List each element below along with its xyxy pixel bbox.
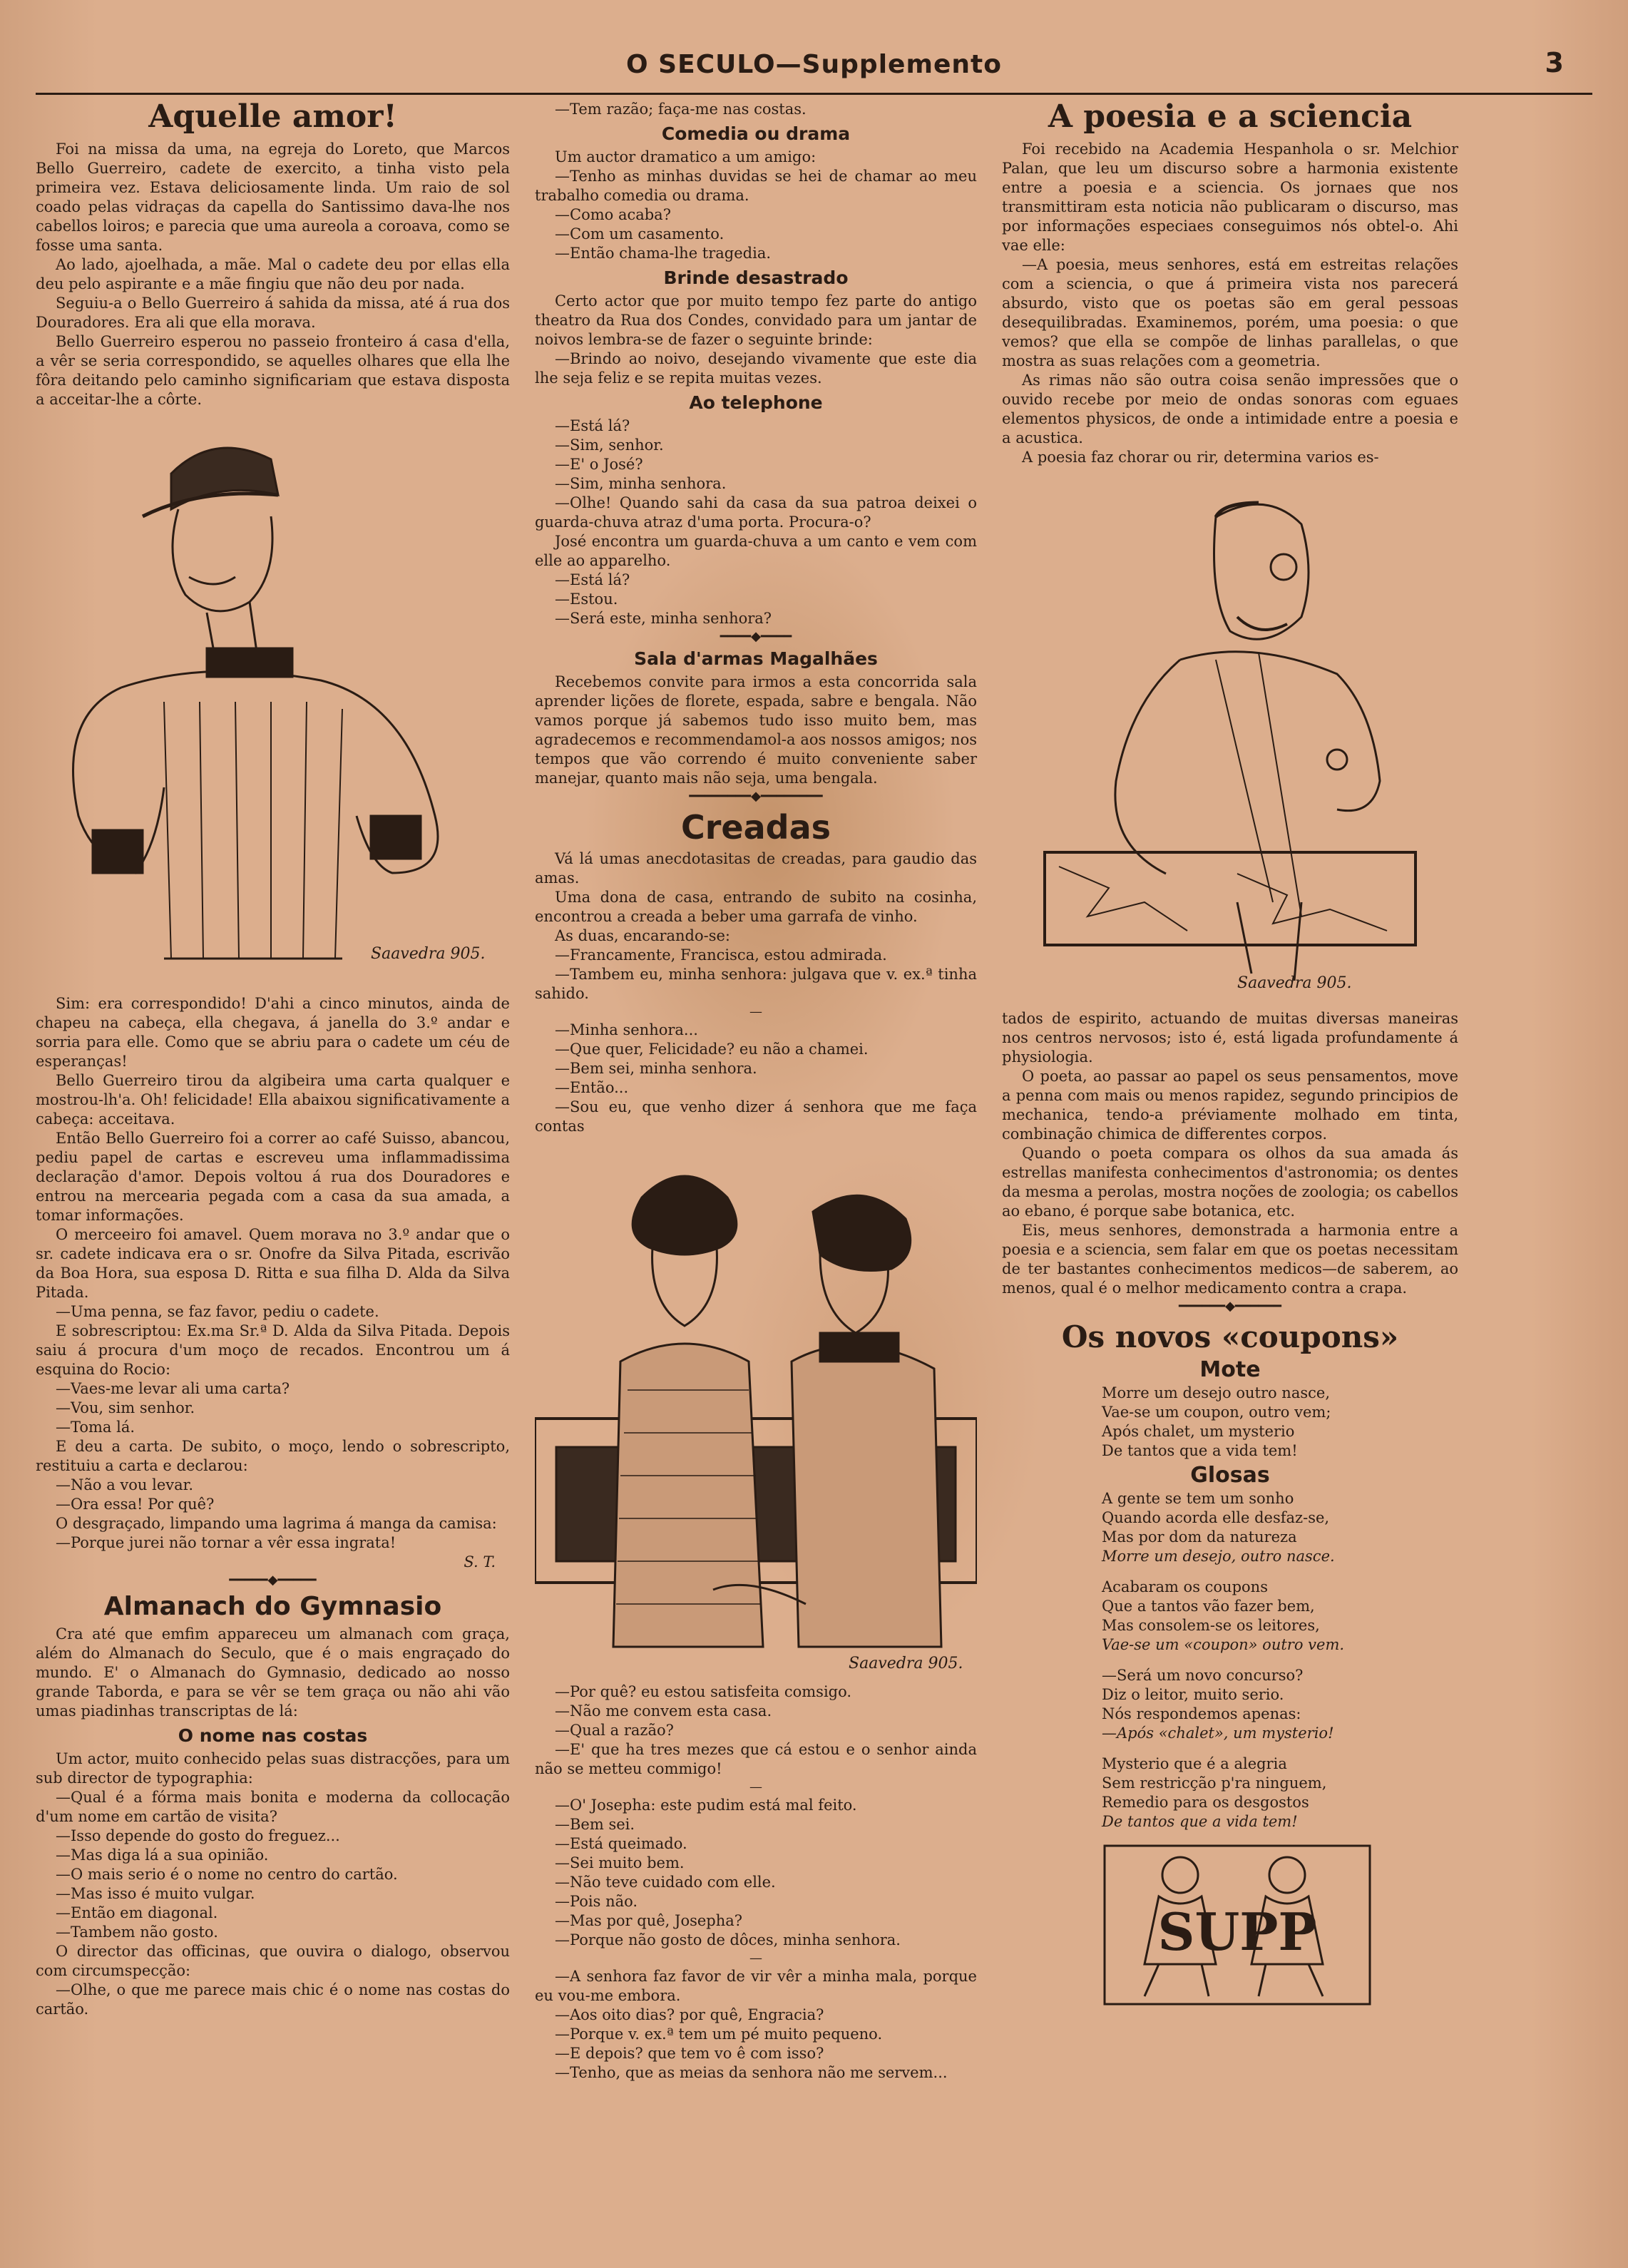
dialogue-line: —O mais serio é o nome no centro do cartão. bbox=[56, 1866, 398, 1883]
poem-mote bbox=[1002, 1384, 1458, 1461]
paragraph: Bello Guerreiro tirou da algibeira uma carta qualquer e mostrou-lh'a. Oh! felicidade! Ella abaixou significativamente a cabeça: acceitava. bbox=[36, 1072, 510, 1128]
dialogue-line: —A senhora faz favor de vir vêr a minha mala, porque eu vou-me embora. bbox=[535, 1968, 977, 2004]
dialogue-line: —Sim, minha senhora. bbox=[555, 475, 727, 492]
ornament-divider: ━━━━━━◆━━━━━━ bbox=[1179, 1299, 1281, 1314]
supp-stamp-text: SUPP bbox=[1157, 1901, 1317, 1962]
dialogue-line: —Pois não. bbox=[555, 1893, 638, 1910]
dialogue-line: —Então chama-lhe tragedia. bbox=[555, 245, 772, 262]
subheading-glosas: Glosas bbox=[1190, 1463, 1270, 1488]
dialogue-line: —Toma lá. bbox=[56, 1419, 135, 1436]
dialogue-line: —Bem sei. bbox=[555, 1816, 635, 1833]
poem-line: Acabaram os coupons bbox=[1102, 1578, 1268, 1595]
dialogue-line: —Será este, minha senhora? bbox=[555, 610, 772, 627]
paragraph: Foi recebido na Academia Hespanhola o sr. Melchior Palan, que leu um discurso sobre a harmonia existente entre a poesia e a sciencia. Os jornaes que nos transmittiram esta noticia não publicaram o discurso, mas por informações especiaes conseguimos nós obtel-o. Ahi vae elle: bbox=[1002, 141, 1458, 254]
short-divider: — bbox=[749, 1004, 762, 1019]
poem-line: Vae-se um «coupon» outro vem. bbox=[1102, 1636, 1345, 1653]
dialogue-line: —Olhe, o que me parece mais chic é o nome nas costas do cartão. bbox=[36, 1981, 510, 2018]
poem-line: Após chalet, um mysterio bbox=[1102, 1423, 1295, 1440]
dialogue-line: —Porque v. ex.ª tem um pé muito pequeno. bbox=[555, 2026, 883, 2043]
short-divider: — bbox=[749, 1779, 762, 1794]
artist-signature: Saavedra 905. bbox=[849, 1655, 963, 1672]
dialogue-line: —Vou, sim senhor. bbox=[56, 1399, 195, 1416]
paragraph: Bello Guerreiro esperou no passeio fronteiro á casa d'ella, a vêr se seria correspondido, se aquelles olhares que ella lhe fôra deitando pelo caminho significariam que estava disposta a acceitar-lhe a côrte. bbox=[36, 333, 510, 408]
paragraph: Foi na missa da uma, na egreja do Loreto, que Marcos Bello Guerreiro, cadete de exercito, a tinha visto pela primeira vez. Estava deliciosamente linda. Um raio de sol coado pelas vidraças da capella do Santissimo dava-lhe nos cabellos loiros; e parecia que uma aureola a coroava, como se fosse uma santa. bbox=[36, 141, 510, 254]
subheading-ao-telephone: Ao telephone bbox=[689, 392, 823, 413]
poem-line: De tantos que a vida tem! bbox=[1102, 1442, 1298, 1459]
poem-stanza bbox=[1102, 1578, 1458, 1655]
dialogue-line: —Qual a razão? bbox=[555, 1722, 674, 1739]
poem-line: Quando acorda elle desfaz-se, bbox=[1102, 1509, 1330, 1526]
artist-signature: Saavedra 905. bbox=[1237, 974, 1352, 992]
article-heading-novos-coupons: Os novos «coupons» bbox=[1061, 1319, 1399, 1354]
poem-line: Morre um desejo outro nasce, bbox=[1102, 1384, 1330, 1401]
column-3 bbox=[1002, 100, 1458, 2007]
paragraph: tados de espirito, actuando de muitas diversas maneiras nos centros nervosos; isto é, está ligada profundamente á physiologia. bbox=[1002, 1010, 1458, 1066]
dialogue-line: —Está lá? bbox=[555, 417, 630, 434]
poem-line: Que a tantos vão fazer bem, bbox=[1102, 1598, 1315, 1615]
paragraph: Certo actor que por muito tempo fez parte do antigo theatro da Rua dos Condes, convidado para um jantar de noivos lembra-se de fazer o seguinte brinde: bbox=[535, 292, 977, 348]
paragraph: O poeta, ao passar ao papel os seus pensamentos, move a penna com mais ou menos rapidez, segundo principios de mechanica, tendo-a préviamente molhado em tinta, combinação chimica de differentes corpos. bbox=[1002, 1068, 1458, 1143]
dialogue-line: —Tambem eu, minha senhora: julgava que v. ex.ª tinha sahido. bbox=[535, 966, 977, 1002]
paragraph: E sobrescriptou: Ex.ma Sr.ª D. Alda da Silva Pitada. Depois saiu á procura d'um moço de recados. Encontrou um á esquina do Rocio: bbox=[36, 1322, 510, 1378]
article-heading-creadas: Creadas bbox=[680, 808, 831, 847]
dialogue-line: —Bem sei, minha senhora. bbox=[555, 1060, 757, 1077]
maids-drawing bbox=[535, 1148, 977, 1675]
dialogue-line: —Francamente, Francisca, estou admirada. bbox=[555, 946, 887, 964]
paragraph: O merceeiro foi amavel. Quem morava no 3.º andar que o sr. cadete indicava era o sr. Onofre da Silva Pitada, escrivão da Boa Hora, sua esposa D. Ritta e sua filha D. Alda da Silva Pitada. bbox=[36, 1226, 510, 1301]
subheading-nome-nas-costas: O nome nas costas bbox=[178, 1725, 368, 1746]
poem-stanza bbox=[1102, 1666, 1458, 1743]
poem-line: Sem restricção p'ra ninguem, bbox=[1102, 1774, 1327, 1792]
academic-drawing bbox=[1002, 474, 1458, 1002]
dialogue-line: —Não teve cuidado com elle. bbox=[555, 1874, 776, 1891]
dialogue-line: —Sim, senhor. bbox=[555, 436, 664, 454]
paragraph: Ao lado, ajoelhada, a mãe. Mal o cadete deu por ellas ella deu pelo aspirante e a mãe fingiu que não deu por nada. bbox=[36, 256, 510, 292]
paragraph: —A poesia, meus senhores, está em estreitas relações com a sciencia, o que á primeira vista nos parecerá absurdo, visto que os poetas são em geral pessoas desequilibradas. Examinemos, porém, uma poesia: o que vemos? que ella se compõe de linhas parallelas, o que mostra as suas relações com a geometria. bbox=[1002, 256, 1458, 369]
dialogue-line: —Mas por quê, Josepha? bbox=[555, 1912, 743, 1929]
dialogue-line: —Como acaba? bbox=[555, 206, 671, 223]
paragraph: Sim: era correspondido! D'ahi a cinco minutos, ainda de chapeu na cabeça, ella chegava, á janella do 3.º andar e sorria para elle. Como que se abriu para o cadete um céu de esperanças! bbox=[36, 995, 510, 1070]
dialogue-line: —Não me convem esta casa. bbox=[555, 1702, 772, 1720]
dialogue-line: —Sei muito bem. bbox=[555, 1854, 685, 1871]
dialogue-line: —Isso depende do gosto do freguez... bbox=[56, 1827, 340, 1844]
dialogue-line: —Tenho as minhas duvidas se hei de chamar ao meu trabalho comedia ou drama. bbox=[535, 168, 977, 204]
ornament-divider: ━━━━◆━━━━ bbox=[720, 629, 792, 644]
poem-line: Vae-se um coupon, outro vem; bbox=[1102, 1404, 1331, 1421]
poem-stanza bbox=[1102, 1489, 1458, 1566]
dialogue-line: —Aos oito dias? por quê, Engracia? bbox=[555, 2006, 824, 2023]
dialogue-line: —Uma penna, se faz favor, pediu o cadete. bbox=[56, 1303, 379, 1320]
paragraph: Eis, meus senhores, demonstrada a harmonia entre a poesia e a sciencia, sem falar em que os poetas necessitam de ter bastantes conhecimentos medicos—de saberem, ao menos, qual é o melhor medicamento contra a crapa. bbox=[1002, 1222, 1458, 1297]
dialogue-line: —Então em diagonal. bbox=[56, 1904, 218, 1921]
poem-line: Remedio para os desgostos bbox=[1102, 1794, 1309, 1811]
paragraph: Recebemos convite para irmos a esta concorrida sala aprender lições de florete, espada, sabre e bengala. Não vamos porque já sabemos tudo isso muito bem, mas agradecemos e recommendamol-a aos nossos amigos; nos tempos que vão correndo é muito conveniente saber manejar, quanto mais não seja, uma bengala. bbox=[535, 673, 977, 787]
poem-line: Nós respondemos apenas: bbox=[1102, 1705, 1301, 1722]
paragraph: Seguiu-a o Bello Guerreiro á sahida da missa, até á rua dos Douradores. Era ali que ella morava. bbox=[36, 295, 510, 331]
poem-glosas bbox=[1002, 1489, 1458, 1832]
cadet-drawing bbox=[36, 417, 510, 980]
dialogue-line: —Estou. bbox=[555, 591, 618, 608]
poem-stanza bbox=[1102, 1754, 1458, 1832]
paragraph: Cra até que emfim appareceu um almanach com graça, além do Almanach do Seculo, que é o mais engraçado do mundo. E' o Almanach do Gymnasio, dedicado ao nosso grande Taborda, e para se vêr se tem graça ou não ahi vão umas piadinhas transcriptas de lá: bbox=[36, 1625, 510, 1720]
poem-line: Mas por dom da natureza bbox=[1102, 1528, 1297, 1546]
paragraph: José encontra um guarda-chuva a um canto e vem com elle ao apparelho. bbox=[535, 533, 977, 569]
masthead bbox=[36, 43, 1592, 95]
paragraph: Então Bello Guerreiro foi a correr ao café Suisso, abancou, pediu papel de cartas e escreveu uma inflammadissima declaração d'amor. Depois voltou á rua dos Douradores e entrou na mercearia pegada com a casa da sua amada, a tomar informações. bbox=[36, 1130, 510, 1224]
paragraph: O desgraçado, limpando uma lagrima á manga da camisa: bbox=[56, 1515, 497, 1532]
paragraph: O director das officinas, que ouvira o dialogo, observou com circumspecção: bbox=[36, 1943, 510, 1979]
dialogue-line: —Mas diga lá a sua opinião. bbox=[56, 1846, 269, 1864]
poem-line: —Será um novo concurso? bbox=[1102, 1667, 1304, 1684]
ornament-divider: ━━━━━━━━◆━━━━━━━━ bbox=[689, 789, 823, 804]
paragraph: As duas, encarando-se: bbox=[555, 927, 731, 944]
article-signature: S. T. bbox=[464, 1553, 496, 1570]
column-1 bbox=[36, 100, 510, 2019]
paragraph: A poesia faz chorar ou rir, determina varios es- bbox=[1022, 449, 1379, 466]
dialogue-line: —Não a vou levar. bbox=[56, 1476, 194, 1493]
page-number: 3 bbox=[1545, 47, 1564, 78]
dialogue-line: —Por quê? eu estou satisfeita comsigo. bbox=[555, 1683, 852, 1700]
dialogue-line: —Porque não gosto de dôces, minha senhora. bbox=[555, 1931, 901, 1948]
dialogue-line: —O' Josepha: este pudim está mal feito. bbox=[555, 1797, 857, 1814]
poem-line: Morre um desejo, outro nasce. bbox=[1102, 1548, 1335, 1565]
paragraph: Um actor, muito conhecido pelas suas distracções, para um sub director de typographia: bbox=[36, 1750, 510, 1787]
academic-caricature bbox=[1002, 474, 1458, 1002]
dialogue-line: —Olhe! Quando sahi da casa da sua patroa deixei o guarda-chuva atraz d'uma porta. Procura-o? bbox=[535, 494, 977, 531]
maids-caricature bbox=[535, 1148, 977, 1675]
subheading-mote: Mote bbox=[1199, 1357, 1261, 1382]
dialogue-line: —Vaes-me levar ali uma carta? bbox=[56, 1380, 290, 1397]
cadet-caricature bbox=[36, 417, 510, 980]
artist-signature: Saavedra 905. bbox=[371, 945, 486, 963]
poem-line: Diz o leitor, muito serio. bbox=[1102, 1686, 1284, 1703]
dialogue-line: —Sou eu, que venho dizer á senhora que me faça contas bbox=[535, 1098, 977, 1135]
dialogue-line: —Tem razão; faça-me nas costas. bbox=[555, 101, 807, 118]
dialogue-line: —Minha senhora... bbox=[555, 1021, 698, 1038]
subheading-comedia-ou-drama: Comedia ou drama bbox=[661, 123, 851, 144]
article-heading-poesia-sciencia: A poesia e a sciencia bbox=[1048, 98, 1413, 135]
article-heading-almanach: Almanach do Gymnasio bbox=[103, 1592, 442, 1621]
dialogue-line: —Tenho, que as meias da senhora não me servem... bbox=[555, 2064, 948, 2081]
poem-line: Mysterio que é a alegria bbox=[1102, 1755, 1287, 1772]
dialogue-line: —Brindo ao noivo, desejando vivamente que este dia lhe seja feliz e se repita muitas vezes. bbox=[535, 350, 977, 387]
dialogue-line: —Porque jurei não tornar a vêr essa ingrata! bbox=[56, 1534, 396, 1551]
article-heading-aquelle-amor: Aquelle amor! bbox=[148, 98, 397, 135]
poem-line: Mas consolem-se os leitores, bbox=[1102, 1617, 1320, 1634]
dialogue-line: —Está lá? bbox=[555, 571, 630, 588]
supp-drawing bbox=[1102, 1843, 1373, 2007]
dialogue-line: —Mas isso é muito vulgar. bbox=[56, 1885, 255, 1902]
dialogue-line: —Qual é a fórma mais bonita e moderna da collocação d'um nome em cartão de visita? bbox=[36, 1789, 510, 1825]
paragraph: Uma dona de casa, entrando de subito na cosinha, encontrou a creada a beber uma garrafa de vinho. bbox=[535, 889, 977, 925]
dialogue-line: —E' que ha tres mezes que cá estou e o senhor ainda não se metteu commigo! bbox=[535, 1741, 977, 1777]
short-divider: — bbox=[749, 1951, 762, 1966]
poem-line: —Após «chalet», um mysterio! bbox=[1102, 1725, 1334, 1742]
paragraph: Vá lá umas anecdotasitas de creadas, para gaudio das amas. bbox=[535, 850, 977, 887]
dialogue-line: —Então... bbox=[555, 1079, 629, 1096]
column-2 bbox=[535, 100, 977, 2083]
dialogue-line: —Tambem não gosto. bbox=[56, 1924, 218, 1941]
poem-line: A gente se tem um sonho bbox=[1102, 1490, 1294, 1507]
dialogue-line: —Está queimado. bbox=[555, 1835, 687, 1852]
dialogue-line: —Que quer, Felicidade? eu não a chamei. bbox=[555, 1041, 869, 1058]
subheading-sala-darmas: Sala d'armas Magalhães bbox=[634, 648, 878, 669]
dialogue-line: —Ora essa! Por quê? bbox=[56, 1496, 215, 1513]
masthead-title: O SECULO—Supplemento bbox=[626, 50, 1002, 79]
supp-vignette bbox=[1102, 1843, 1373, 2007]
dialogue-line: —E' o José? bbox=[555, 456, 643, 473]
paragraph: Um auctor dramatico a um amigo: bbox=[555, 148, 816, 165]
paragraph: Quando o poeta compara os olhos da sua amada ás estrellas manifesta conhecimentos d'astronomia; os dentes da mesma a perolas, mostra noções de zoologia; os cabellos ao ebano, é porque sabe botanica, etc. bbox=[1002, 1145, 1458, 1220]
dialogue-line: —E depois? que tem vo ê com isso? bbox=[555, 2045, 824, 2062]
dialogue-line: —Com um casamento. bbox=[555, 225, 725, 242]
paragraph: As rimas não são outra coisa senão impressões que o ouvido recebe por meio de ondas sonoras com eguaes elementos physicos, de onde a intimidade entre a poesia e a acustica. bbox=[1002, 372, 1458, 446]
subheading-brinde-desastrado: Brinde desastrado bbox=[663, 267, 849, 288]
paragraph: E deu a carta. De subito, o moço, lendo o sobrescripto, restituiu a carta e declarou: bbox=[36, 1438, 510, 1474]
ornament-divider: ━━━━━◆━━━━━ bbox=[229, 1573, 317, 1588]
poem-line: De tantos que a vida tem! bbox=[1102, 1813, 1298, 1830]
